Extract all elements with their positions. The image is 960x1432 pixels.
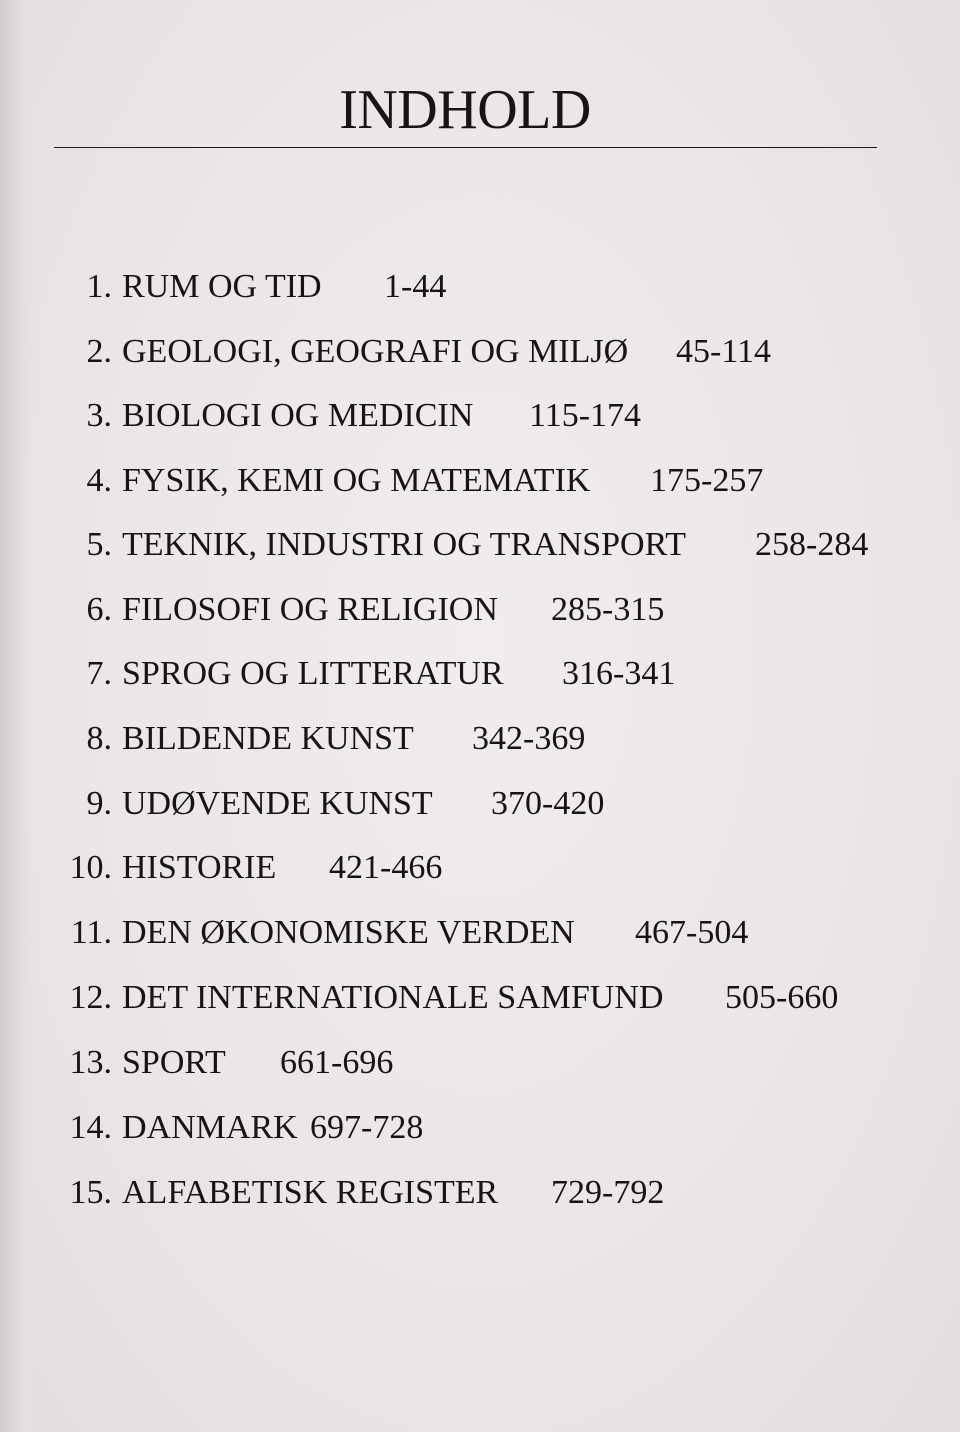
toc-entry-pages: 285-315 — [551, 591, 665, 628]
toc-entry-title: HISTORIE — [122, 849, 277, 886]
toc-entry-pages: 421-466 — [329, 849, 443, 886]
toc-entry-title: ALFABETISK REGISTER — [122, 1174, 499, 1211]
toc-entry-number: 6. — [86, 591, 112, 628]
toc-entry-pages: 661-696 — [280, 1044, 394, 1081]
toc-entry-number: 14. — [69, 1109, 112, 1146]
toc-entry-pages: 115-174 — [529, 397, 642, 434]
toc-entry-number: 11. — [70, 914, 112, 951]
toc-entry-number: 1. — [86, 268, 112, 305]
toc-entry-pages: 316-341 — [562, 655, 676, 692]
toc-entry-title: UDØVENDE KUNST — [122, 785, 433, 822]
toc-entry-pages: 1-44 — [384, 268, 447, 305]
toc-entry-title: FILOSOFI OG RELIGION — [122, 591, 498, 628]
toc-entry-pages: 258-284 — [755, 526, 869, 563]
toc-entry-title: BILDENDE KUNST — [122, 720, 414, 757]
toc-entry-pages: 45-114 — [676, 333, 772, 370]
toc-entry-number: 7. — [86, 655, 112, 692]
toc-entry-title: DET INTERNATIONALE SAMFUND — [122, 979, 664, 1016]
toc-entry-number: 4. — [86, 462, 112, 499]
toc-entry-title: GEOLOGI, GEOGRAFI OG MILJØ — [122, 333, 629, 370]
toc-entry-title: RUM OG TID — [122, 268, 322, 305]
toc-entry-number: 8. — [86, 720, 112, 757]
toc-entry-number: 5. — [86, 526, 112, 563]
page-title: INDHOLD — [339, 79, 591, 141]
toc-entry-pages: 467-504 — [635, 914, 749, 951]
toc-entry-pages: 175-257 — [650, 462, 764, 499]
toc-entry-title: TEKNIK, INDUSTRI OG TRANSPORT — [122, 526, 687, 563]
toc-entry-pages: 697-728 — [310, 1109, 424, 1146]
toc-entry-number: 3. — [86, 397, 112, 434]
toc-entry-number: 9. — [86, 785, 112, 822]
toc-entry-number: 15. — [69, 1174, 112, 1211]
toc-entry-number: 12. — [69, 979, 112, 1016]
toc-entry-number: 2. — [86, 333, 112, 370]
toc-entry-title: DANMARK — [122, 1109, 298, 1146]
toc-entry-number: 10. — [69, 849, 112, 886]
toc-entry-pages: 370-420 — [491, 785, 605, 822]
toc-entry-title: SPORT — [122, 1044, 226, 1081]
toc-entry-pages: 342-369 — [472, 720, 586, 757]
toc-entry-number: 13. — [69, 1044, 112, 1081]
toc-entry-pages: 505-660 — [725, 979, 839, 1016]
toc-entry-pages: 729-792 — [551, 1174, 665, 1211]
toc-entry-title: SPROG OG LITTERATUR — [122, 655, 504, 692]
toc-entry-title: BIOLOGI OG MEDICIN — [122, 397, 474, 434]
toc-entry-title: FYSIK, KEMI OG MATEMATIK — [122, 462, 591, 499]
toc-entry-title: DEN ØKONOMISKE VERDEN — [122, 914, 575, 951]
